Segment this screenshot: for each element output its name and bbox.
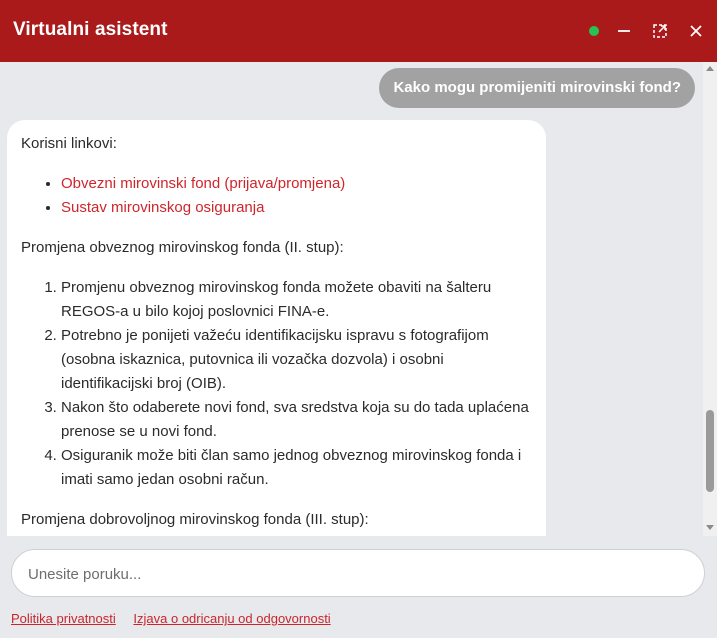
step-item: 2. Potrebno je ponijeti važeću identifikacijsku ispravu s fotografijom (osobna iskaznica, putovnica ili vozačka dozvola) i osobni identifikacijski broj (OIB).	[61, 324, 532, 396]
scrollbar-thumb[interactable]	[706, 410, 714, 492]
links-list	[21, 172, 532, 220]
links-heading: Korisni linkovi:	[21, 135, 117, 152]
expand-icon[interactable]	[651, 22, 669, 40]
bot-message-bubble	[7, 120, 546, 536]
minimize-icon[interactable]	[615, 22, 633, 40]
status-online-dot	[589, 26, 599, 36]
step-item: 4. Osiguranik može biti član samo jednog obveznog mirovinskog fonda i imati samo jedan osobni račun.	[61, 444, 532, 492]
close-icon[interactable]	[687, 22, 705, 40]
link-sustav-osiguranja[interactable]: Sustav mirovinskog osiguranja	[61, 199, 265, 216]
header-title: Virtualni asistent	[13, 19, 168, 40]
step-item: 1. Promjenu obveznog mirovinskog fonda možete obaviti na šalteru REGOS-a u bilo kojoj poslovnici FINA-e.	[61, 276, 532, 324]
steps-list	[21, 276, 532, 492]
message-input[interactable]	[26, 550, 690, 598]
scroll-up-arrow-icon[interactable]	[706, 66, 714, 71]
disclaimer-link[interactable]: Izjava o odricanju od odgovornosti	[133, 611, 331, 626]
footer-links	[11, 611, 345, 626]
user-message-bubble: Kako mogu promijeniti mirovinski fond?	[379, 68, 695, 108]
list-item	[61, 172, 532, 196]
message-input-wrapper	[11, 549, 705, 597]
scroll-down-arrow-icon[interactable]	[706, 525, 714, 530]
chat-messages[interactable]	[0, 62, 717, 536]
chat-header	[0, 0, 717, 62]
section2-heading: Promjena dobrovoljnog mirovinskog fonda (III. stup):	[21, 511, 369, 528]
section1-heading: Promjena obveznog mirovinskog fonda (II. stup):	[21, 239, 344, 256]
step-item: 3. Nakon što odaberete novi fond, sva sredstva koja su do tada uplaćena prenose se u novi fond.	[61, 396, 532, 444]
privacy-policy-link[interactable]: Politika privatnosti	[11, 611, 116, 626]
list-item	[61, 196, 532, 220]
link-obvezni-fond[interactable]: Obvezni mirovinski fond (prijava/promjena)	[61, 175, 346, 192]
scrollbar[interactable]	[703, 62, 717, 536]
